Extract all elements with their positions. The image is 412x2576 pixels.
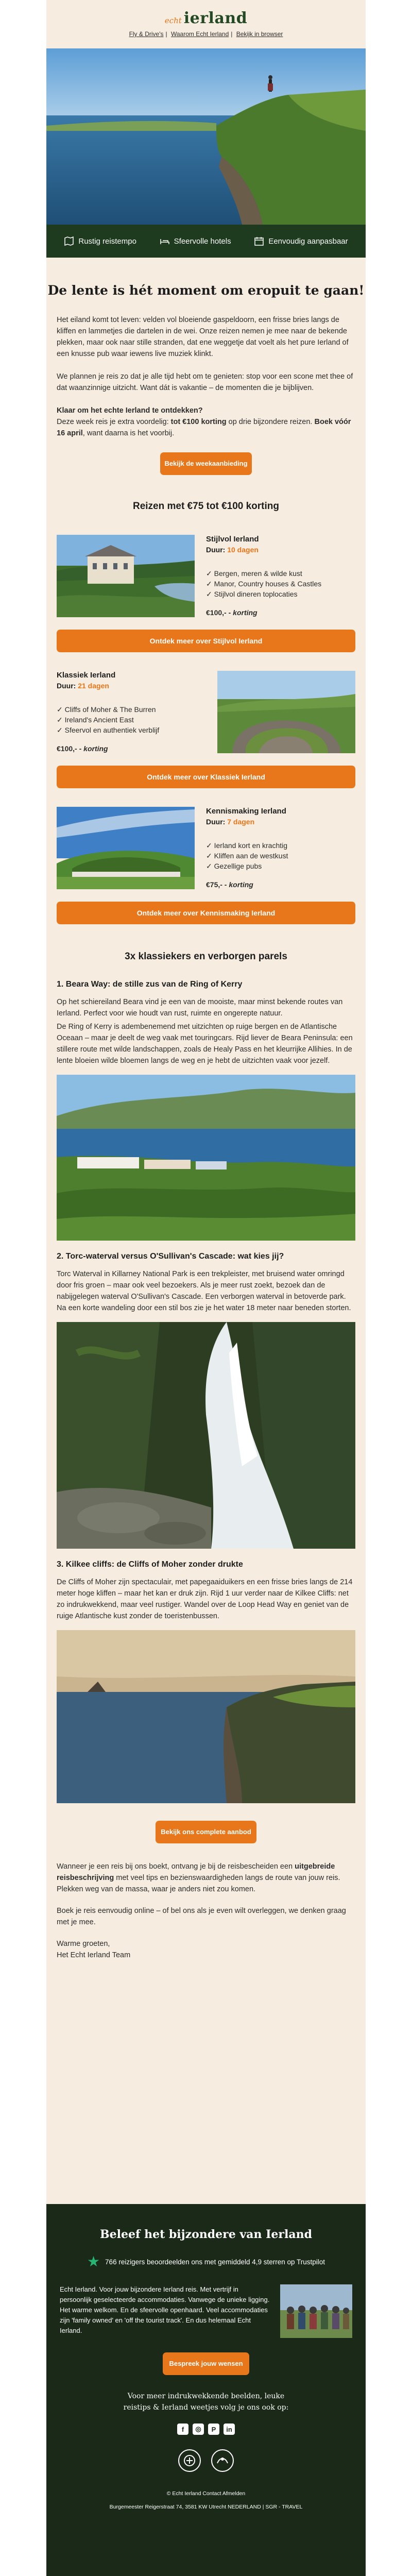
trip-title: Stijlvol Ierland	[206, 535, 259, 544]
gem-text-kilkee: De Cliffs of Moher zijn spectaculair, met papegaaiduikers en een frisse bries langs de 214 meter hoge kliffen – maar het kan er druk zijn. Rijd 1 uur verder naar de Kilkee Cliffs: net zo indrukwekkend, maar veel rustiger. Wandel over de Loop Head Way en geniet van de ruige Atlantische kust zonder de toeristenbussen.	[57, 1578, 353, 1620]
hidden-gems-title: 3x klassiekers en verborgen parels	[125, 951, 287, 962]
intro-paragraph-1: Het eiland komt tot leven: velden vol bloeiende gaspeldoorn, een frisse bries langs de kliffen en lammetjes die dartelen in de wei. Onze reizen nemen je mee naar de bekende plekken, maar ook naar stille stranden, dat ene weggetje dat voelt als het pure Ierland of een knusse pub waar iewens live muziek klinkt.	[57, 316, 349, 358]
intro-discount: tot €100 korting	[170, 418, 227, 426]
pinterest-icon[interactable]: P	[208, 2424, 219, 2435]
weekaanbieding-button[interactable]: Bekijk de weekaanbieding	[160, 452, 252, 475]
logo-ierland: ierland	[183, 9, 248, 27]
price-suffix: korting	[83, 744, 108, 753]
footer-follow-note: Voor meer indrukwekkende beelden, leuke reistips & Ierland weetjes volg je ons ook op:	[123, 2392, 289, 2412]
hero-cliffs-image[interactable]	[46, 48, 366, 225]
intro-deadline: Boek vóór 16 april	[57, 418, 351, 437]
signature-team: Het Echt Ierland Team	[57, 1951, 131, 1959]
social-links	[46, 2424, 366, 2435]
intro-cta-heading: Klaar om het echte Ierland te ontdekken?	[57, 406, 203, 415]
closing-text: met veel tips en bezienswaardigheden langs de route van jouw reis. Plekken weg van de massa, waar je anders niet zou komen.	[57, 1874, 340, 1893]
gem-text-beara: De Ring of Kerry is adembenemend met uitzichten op ruige bergen en de Atlantische Oceaan – maar je deelt de weg vaak met touringcars. Rijd liever de Beara Peninsula: een stillere route met wilde landschappen, zoals de Healy Pass en het kleurrijke Allihies. In de lente bloeien wilde bloemen langs de weg en je hebt de uitzichten vaak voor jezelf.	[57, 1023, 353, 1065]
trip-title: Klassiek Ierland	[57, 671, 116, 680]
usp-label: Eenvoudig aanpasbaar	[268, 236, 348, 246]
trip-features	[57, 704, 206, 735]
facebook-icon[interactable]: f	[177, 2424, 188, 2435]
trip-features	[206, 840, 355, 871]
kilkee-cliffs-image[interactable]	[57, 1630, 355, 1803]
duration-value: 10 dagen	[227, 546, 259, 554]
linkedin-icon[interactable]: in	[224, 2424, 235, 2435]
usp-hotels	[160, 236, 231, 246]
legal-info	[46, 2489, 366, 2511]
duration-label: Duur:	[206, 818, 226, 826]
usp-rustig	[64, 236, 136, 246]
trip-features	[206, 568, 355, 599]
quality-marks	[46, 2449, 366, 2472]
email-header	[46, 0, 366, 48]
complete-aanbod-button[interactable]: Bekijk ons complete aanbod	[156, 1821, 256, 1843]
gem-text-torc: Torc Waterval in Killarney National Park is een trekpleister, met bruisend water omringd door fris groen – maar ook veel bezoekers. Als je meer rust zoekt, bezoek dan de nabijgelegen waterval O'Sullivan's Cascade. Een verborgen waterval in betoverde park. Na een korte wandeling door een stil bos zie je het water 18 meter naar beneden storten.	[57, 1270, 351, 1312]
waterfall-image[interactable]	[57, 1322, 355, 1549]
team-text: Echt Ierland. Voor jouw bijzondere Ierland reis. Met vertrijf in persoonlijk geselecteerde accommodaties. Vanwege de unieke ligging. Het warme welkom. En de sfeervolle openhaard. Veel accommodaties zijn 'family owned' en 'off the tourist track'. En dus helemaal Echt Ierland.	[60, 2285, 270, 2334]
trip-card-stijlvol	[46, 535, 366, 617]
price-suffix: korting	[233, 608, 258, 617]
klassiek-ierland-button[interactable]: Ontdek meer over Klassiek Ierland	[57, 766, 355, 788]
bespreek-wensen-button[interactable]: Bespreek jouw wensen	[163, 2352, 249, 2375]
duration-label: Duur:	[206, 546, 226, 554]
link-fly-drives[interactable]: Fly & Drive's	[129, 30, 164, 38]
duration-label: Duur:	[57, 682, 76, 690]
feature-item: ✓ Sfeervol en authentiek verblijf	[57, 725, 206, 735]
intro-title: De lente is hét moment om eropuit te gaan!	[47, 283, 365, 298]
trip-discount: €75,- - korting	[206, 880, 253, 889]
trip-discount: €100,- - korting	[206, 608, 258, 617]
trip-card-klassiek	[46, 671, 366, 753]
legal-links[interactable]: © Echt Ierland Contact Afmelden	[166, 2490, 246, 2497]
signature-greeting: Warme groeten,	[57, 1940, 110, 1948]
travel-badge-icon	[211, 2449, 234, 2472]
team-photo	[280, 2284, 352, 2338]
trustpilot-star-icon: ★	[87, 2253, 100, 2269]
map-icon	[64, 236, 74, 246]
echt-ierland-logo[interactable]	[165, 9, 247, 27]
link-waarom[interactable]: Waarom Echt Ierland	[171, 30, 229, 38]
closing-paragraph-1	[46, 1861, 366, 1895]
team-block	[46, 2284, 366, 2338]
gem-text-beara-intro: Op het schiereiland Beara vind je een van de mooiste, maar minst bekende routes van Ierland. Perfect voor wie houdt van rust, ruimte en ongerepte natuur.	[57, 998, 343, 1018]
trip-card-kennismaking	[46, 807, 366, 889]
closing-highlight: uitgebreide reisbeschrijving	[57, 1862, 335, 1882]
gem-title-torc: 2. Torc-waterval versus O'Sullivan's Cascade: wat kies jij?	[57, 1252, 284, 1261]
manor-house-image[interactable]	[57, 535, 195, 617]
email-footer	[46, 2204, 366, 2576]
intro-text: op drie bijzondere reizen.	[226, 418, 315, 426]
usp-label: Sfeervolle hotels	[174, 236, 231, 246]
feature-item: ✓ Ierland kort en krachtig	[206, 840, 355, 851]
trip-title: Kennismaking Ierland	[206, 807, 286, 816]
usp-bar	[46, 225, 366, 258]
usp-aanpasbaar	[254, 236, 348, 246]
trip-duration	[57, 682, 206, 690]
kennismaking-ierland-button[interactable]: Ontdek meer over Kennismaking Ierland	[57, 902, 355, 924]
top-links: Fly & Drive's | Waarom Echt Ierland | Bekijk in browser	[129, 30, 283, 38]
feature-item: ✓ Cliffs of Moher & The Burren	[57, 704, 206, 715]
closing-signature	[46, 1938, 366, 1961]
feature-item: ✓ Stijlvol dineren toplocaties	[206, 589, 355, 599]
usp-label: Rustig reistempo	[78, 236, 136, 246]
sgr-badge-icon	[178, 2449, 201, 2472]
trustpilot-rating[interactable]	[46, 2255, 366, 2269]
duration-value: 21 dagen	[78, 682, 109, 690]
duration-value: 7 dagen	[227, 818, 255, 826]
newgrange-image[interactable]	[57, 807, 195, 889]
feature-item: ✓ Bergen, meren & wilde kust	[206, 568, 355, 579]
price-value: €100,-	[206, 608, 227, 617]
intro-paragraph-2: We plannen je reis zo dat je alle tijd hebt om te genieten: stop voor een scone met thee of dat waanzinnige uitzicht. Want dát is vakantie – de momenten die je bijblijven.	[57, 372, 353, 392]
rating-text: 766 reizigers beoordeelden ons met gemiddeld 4,9 sterren op Trustpilot	[105, 2258, 325, 2266]
intro-text: , want daarna is het voorbij.	[82, 429, 175, 437]
ring-fort-image[interactable]	[217, 671, 355, 753]
trip-discount: €100,- - korting	[57, 744, 108, 753]
closing-paragraph-2: Boek je reis eenvoudig online – of bel ons als je even wilt overleggen, we denken graag met je mee.	[57, 1907, 346, 1926]
legal-address: Burgemeester Reigerstraat 74, 3581 KW Utrecht NEDERLAND | SGR - TRAVEL	[109, 2504, 303, 2510]
stijlvol-ierland-button[interactable]: Ontdek meer over Stijlvol Ierland	[57, 630, 355, 652]
price-value: €75,-	[206, 880, 222, 889]
trip-duration	[206, 818, 355, 826]
email-page	[46, 0, 366, 2576]
link-browser[interactable]: Bekijk in browser	[236, 30, 283, 38]
gem-title-beara: 1. Beara Way: de stille zus van de Ring of Kerry	[57, 980, 243, 989]
feature-item: ✓ Kliffen aan de westkust	[206, 851, 355, 861]
price-value: €100,-	[57, 744, 77, 753]
intro-text: Deze week reis je extra voordelig:	[57, 418, 171, 426]
price-suffix: korting	[229, 880, 253, 889]
logo-echt: echt	[164, 16, 182, 25]
feature-item: ✓ Manor, Country houses & Castles	[206, 579, 355, 589]
beara-coast-image[interactable]	[57, 1075, 355, 1241]
bed-icon	[160, 236, 170, 246]
closing-text: Wanneer je een reis bij ons boekt, ontvang je bij de reisbescheiden een	[57, 1862, 295, 1871]
feature-item: ✓ Gezellige pubs	[206, 861, 355, 871]
trip-duration	[206, 546, 355, 554]
calendar-icon	[254, 236, 264, 246]
intro-paragraph-3	[46, 405, 366, 439]
feature-item: ✓ Ireland's Ancient East	[57, 715, 206, 725]
instagram-icon[interactable]: ◎	[193, 2424, 204, 2435]
deals-title: Reizen met €75 tot €100 korting	[132, 501, 280, 512]
gem-title-kilkee: 3. Kilkee cliffs: de Cliffs of Moher zonder drukte	[57, 1560, 243, 1569]
footer-title: Beleef het bijzondere van Ierland	[100, 2228, 312, 2241]
